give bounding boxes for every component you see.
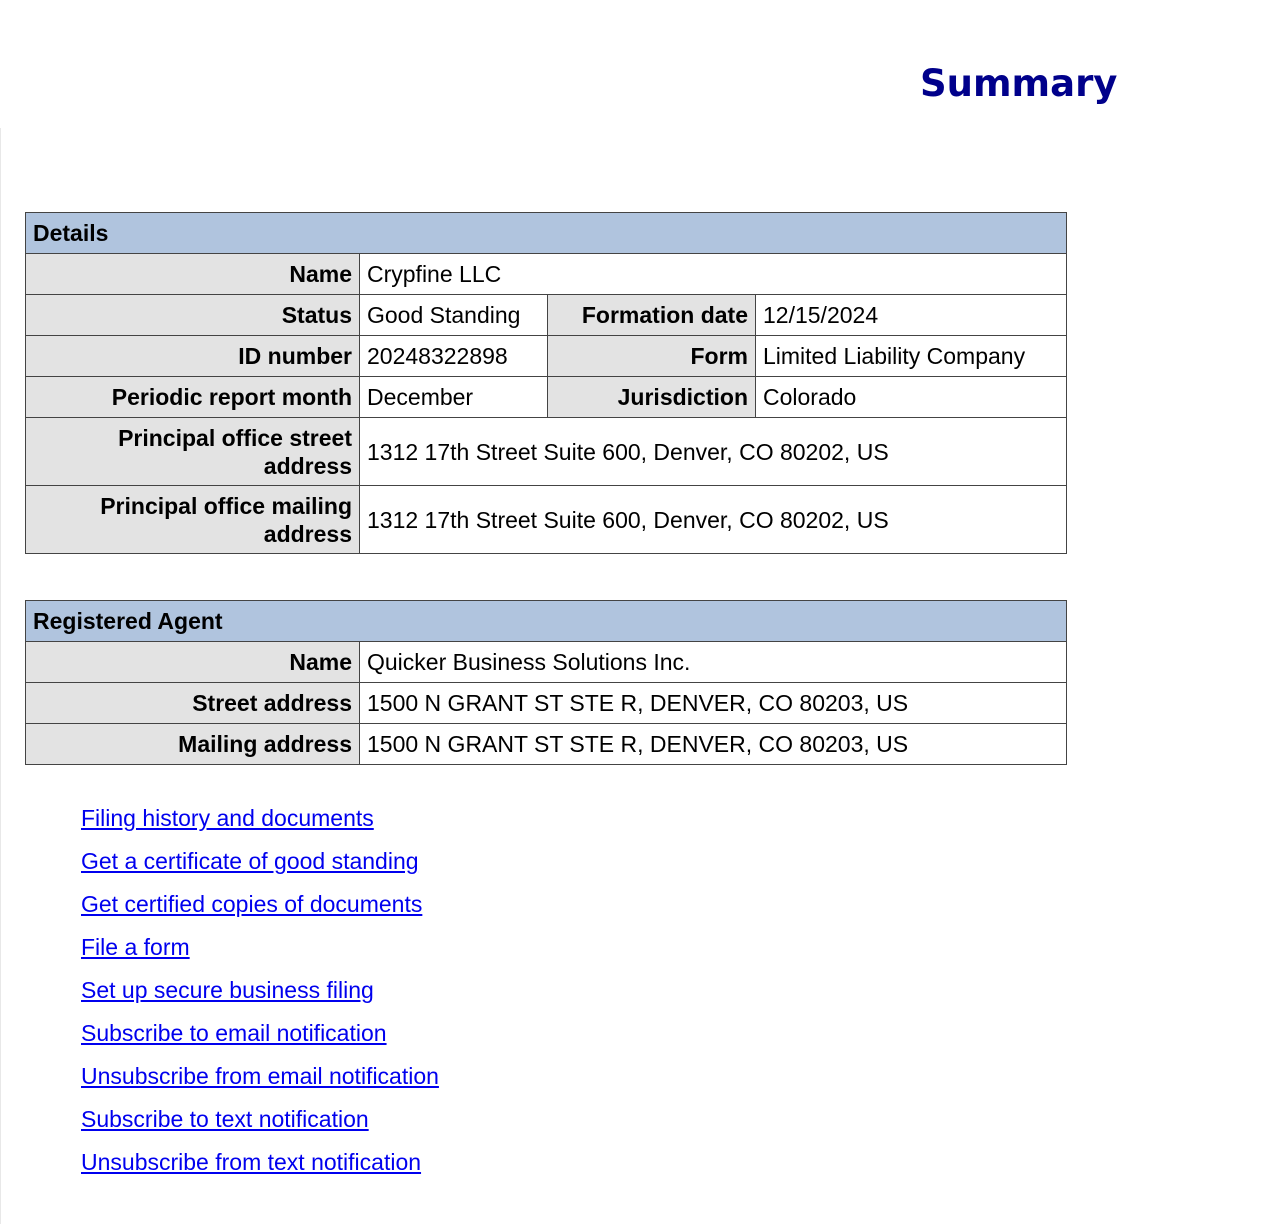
entity-name-label: Name <box>26 254 360 295</box>
details-section-header: Details <box>26 213 1067 254</box>
subscribe-text-link[interactable]: Subscribe to text notification <box>81 1106 369 1132</box>
list-item <box>81 844 439 887</box>
certificate-good-standing-link[interactable]: Get a certificate of good standing <box>81 848 419 874</box>
unsubscribe-text-link[interactable]: Unsubscribe from text notification <box>81 1149 422 1175</box>
entity-name-value: Crypfine LLC <box>360 254 1067 295</box>
list-item <box>81 801 439 844</box>
list-item <box>81 1016 439 1059</box>
principal-mailing-address-label: Principal office mailing address <box>26 486 360 554</box>
periodic-report-month-label: Periodic report month <box>26 377 360 418</box>
certified-copies-link[interactable]: Get certified copies of documents <box>81 891 423 917</box>
form-label: Form <box>548 336 756 377</box>
list-item <box>81 1145 439 1188</box>
formation-date-value: 12/15/2024 <box>756 295 1067 336</box>
jurisdiction-label: Jurisdiction <box>548 377 756 418</box>
principal-mailing-address-value: 1312 17th Street Suite 600, Denver, CO 80202, US <box>360 486 1067 554</box>
registered-agent-table <box>25 600 1067 765</box>
id-number-value: 20248322898 <box>360 336 548 377</box>
secure-business-filing-link[interactable]: Set up secure business filing <box>81 977 374 1003</box>
details-table <box>25 212 1067 554</box>
page-title: Summary <box>920 62 1118 105</box>
jurisdiction-value: Colorado <box>756 377 1067 418</box>
form-value: Limited Liability Company <box>756 336 1067 377</box>
principal-street-address-value: 1312 17th Street Suite 600, Denver, CO 80202, US <box>360 418 1067 486</box>
file-form-link[interactable]: File a form <box>81 934 190 960</box>
list-item <box>81 887 439 930</box>
agent-mailing-address-label: Mailing address <box>26 724 360 765</box>
list-item <box>81 930 439 973</box>
periodic-report-month-value: December <box>360 377 548 418</box>
formation-date-label: Formation date <box>548 295 756 336</box>
id-number-label: ID number <box>26 336 360 377</box>
status-label: Status <box>26 295 360 336</box>
subscribe-email-link[interactable]: Subscribe to email notification <box>81 1020 387 1046</box>
agent-name-value: Quicker Business Solutions Inc. <box>360 642 1067 683</box>
unsubscribe-email-link[interactable]: Unsubscribe from email notification <box>81 1063 439 1089</box>
agent-mailing-address-value: 1500 N GRANT ST STE R, DENVER, CO 80203, US <box>360 724 1067 765</box>
left-edge-divider <box>0 128 1 1224</box>
list-item <box>81 1059 439 1102</box>
list-item <box>81 973 439 1016</box>
action-links-list <box>81 801 439 1188</box>
agent-name-label: Name <box>26 642 360 683</box>
list-item <box>81 1102 439 1145</box>
registered-agent-section-header: Registered Agent <box>26 601 1067 642</box>
status-value: Good Standing <box>360 295 548 336</box>
filing-history-link[interactable]: Filing history and documents <box>81 805 374 831</box>
agent-street-address-value: 1500 N GRANT ST STE R, DENVER, CO 80203, US <box>360 683 1067 724</box>
principal-street-address-label: Principal office street address <box>26 418 360 486</box>
agent-street-address-label: Street address <box>26 683 360 724</box>
